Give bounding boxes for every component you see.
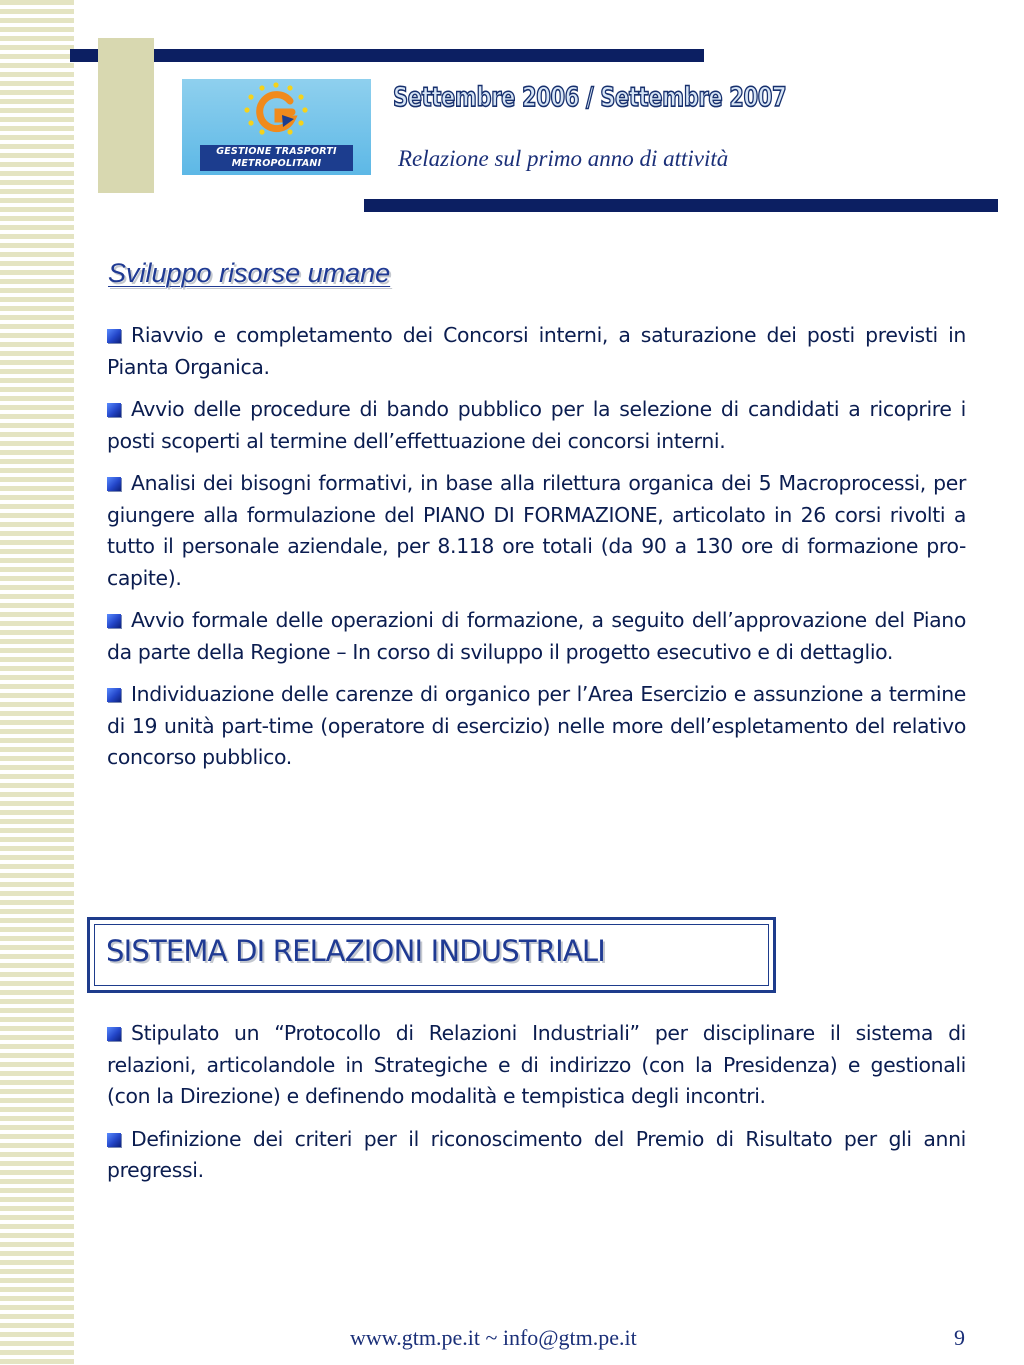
list-item xyxy=(107,1124,966,1187)
square-bullet-icon xyxy=(107,329,121,343)
left-stripe-decoration xyxy=(0,0,74,1365)
square-bullet-icon xyxy=(107,403,121,417)
list-item xyxy=(107,679,966,774)
section-heading-box xyxy=(87,917,776,993)
list-item xyxy=(107,394,966,457)
bullet-list-relazioni-industriali xyxy=(107,1018,966,1198)
list-item-text: Definizione dei criteri per il riconoscimento del Premio di Risultato per gli anni pregressi. xyxy=(107,1126,966,1182)
square-bullet-icon xyxy=(107,1027,121,1041)
header-date-range: Settembre 2006 / Settembre 2007 xyxy=(393,82,787,113)
header-accent-block xyxy=(98,38,154,193)
list-item-text: Riavvio e completamento dei Concorsi interni, a saturazione dei posti previsti in Pianta Organica. xyxy=(107,323,966,379)
section-title-relazioni-industriali: SISTEMA DI RELAZIONI INDUSTRIALI xyxy=(106,934,606,968)
gtm-logo xyxy=(182,79,371,175)
section-title-risorse-umane: Sviluppo risorse umane xyxy=(108,258,391,288)
list-item xyxy=(107,320,966,383)
logo-band xyxy=(200,145,353,171)
header-bottom-bar xyxy=(364,199,998,212)
page-number: 9 xyxy=(954,1325,965,1350)
list-item-text: Individuazione delle carenze di organico per l’Area Esercizio e assunzione a termine di 19 unità part-time (operatore di esercizio) nelle more dell’espletamento del relativo concorso pubblico. xyxy=(107,682,966,769)
list-item xyxy=(107,468,966,594)
list-item-text: Avvio delle procedure di bando pubblico per la selezione di candidati a ricoprire i posti scoperti al termine dell’effettuazione dei concorsi interni. xyxy=(107,397,966,453)
footer-contact: www.gtm.pe.it ~ info@gtm.pe.it xyxy=(350,1325,637,1350)
header-top-bar xyxy=(70,49,704,62)
list-item xyxy=(107,605,966,668)
list-item-text: Avvio formale delle operazioni di formazione, a seguito dell’approvazione del Piano da parte della Regione – In corso di sviluppo il progetto esecutivo e di dettaglio. xyxy=(107,608,966,664)
square-bullet-icon xyxy=(107,1133,121,1147)
logo-line-2: METROPOLITANI xyxy=(231,158,322,169)
list-item-text: Analisi dei bisogni formativi, in base alla rilettura organica dei 5 Macroprocessi, per giungere alla formulazione del PIANO DI FORMAZIONE, articolato in 26 corsi rivolti a tutto il personale aziendale, per 8.118 ore totali (da 90 a 130 ore di formazione pro-capite). xyxy=(107,471,966,590)
square-bullet-icon xyxy=(107,477,121,491)
bullet-list-risorse-umane xyxy=(107,320,966,785)
list-item-text: Stipulato un “Protocollo di Relazioni Industriali” per disciplinare il sistema di relazioni, articolandole in Strategiche e di indirizzo (con la Presidenza) e gestionali (con la Direzione) e definendo modalità e tempistica degli incontri. xyxy=(107,1021,966,1108)
list-item xyxy=(107,1018,966,1113)
logo-line-1: GESTIONE TRASPORTI xyxy=(216,146,337,157)
header-subtitle: Relazione sul primo anno di attività xyxy=(398,146,729,171)
square-bullet-icon xyxy=(107,688,121,702)
square-bullet-icon xyxy=(107,614,121,628)
